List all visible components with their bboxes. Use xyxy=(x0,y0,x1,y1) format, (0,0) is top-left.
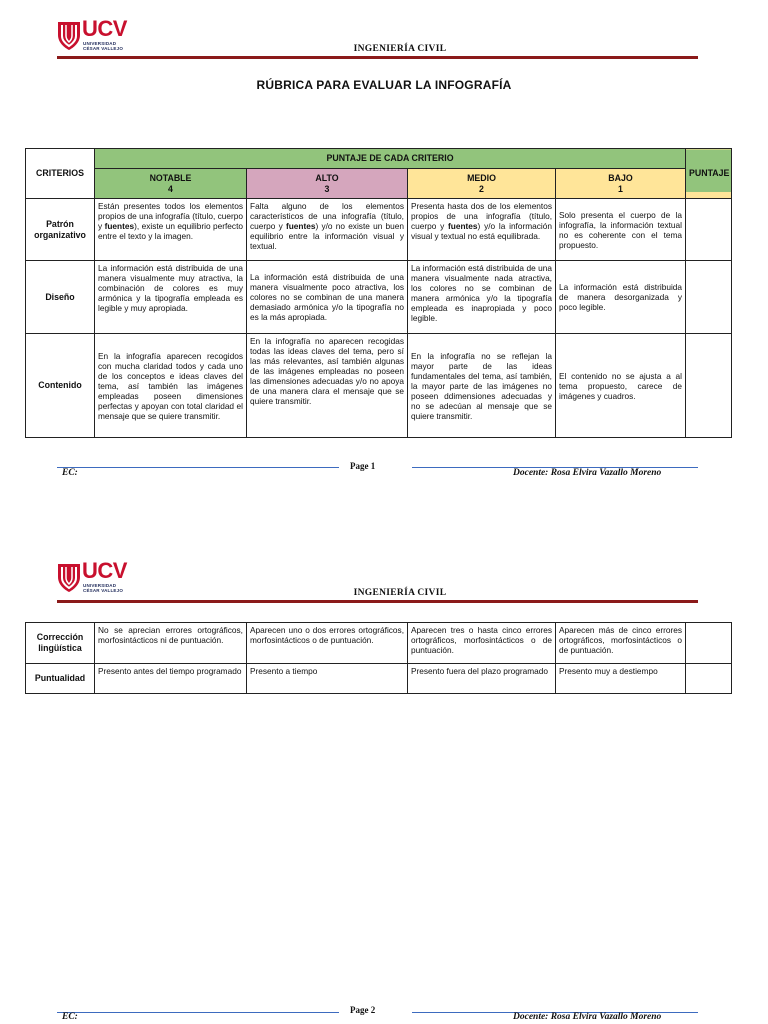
cell-bajo: Presento muy a destiempo xyxy=(556,664,686,694)
cell-bajo: La información está distribuida de manera desorganizada y poco legible. xyxy=(556,261,686,334)
department-title: INGENIERÍA CIVIL xyxy=(353,44,447,54)
logo-text: UCV xyxy=(82,16,127,41)
cell-puntaje[interactable] xyxy=(686,334,732,438)
cell-notable: Están presentes todos los elementos propios de una infografía (título, cuerpo y fuentes), existe un equilibrio perfecto entre el texto y la imagen. xyxy=(95,199,247,261)
criterion-label: Corrección lingüística xyxy=(26,623,95,664)
puntaje-cada-header: PUNTAJE DE CADA CRITERIO xyxy=(95,149,686,169)
logo-text: UCV xyxy=(82,558,127,583)
cell-notable: No se aprecian errores ortográficos, morfosintácticos ni de puntuación. xyxy=(95,623,247,664)
cell-bajo: Aparecen más de cinco errores ortográficos, morfosintácticos o de puntuación. xyxy=(556,623,686,664)
page-number: Page 1 xyxy=(350,461,376,471)
level-header-alto xyxy=(247,169,408,199)
cell-notable: Presento antes del tiempo programado xyxy=(95,664,247,694)
cell-puntaje[interactable] xyxy=(686,664,732,694)
table-row xyxy=(26,623,732,664)
cell-bajo: El contenido no se ajusta a al tema propuesto, carece de imágenes y cuadros. xyxy=(556,334,686,438)
cell-bajo: Solo presenta el cuerpo de la infografía, la información textual no es coherente con el tema propuesto. xyxy=(556,199,686,261)
table-row xyxy=(26,334,732,438)
level-score: 3 xyxy=(324,183,330,194)
header-rule xyxy=(57,600,698,603)
footer-docente: Docente: Rosa Elvira Vazallo Moreno xyxy=(513,1012,662,1022)
page-title: RÚBRICA PARA EVALUAR LA INFOGRAFÍA xyxy=(256,78,512,92)
footer-rule xyxy=(57,467,339,468)
criterios-header: CRITERIOS xyxy=(26,149,95,199)
ucv-shield-icon xyxy=(57,21,81,51)
page-number: Page 2 xyxy=(350,1005,376,1015)
footer-rule xyxy=(57,1012,339,1013)
level-header-notable xyxy=(95,169,247,199)
ucv-logo xyxy=(57,558,129,596)
logo-subtitle: CÉSAR VALLEJO xyxy=(83,46,124,51)
ucv-shield-icon xyxy=(57,563,81,593)
logo-subtitle: UNIVERSIDAD xyxy=(83,41,117,46)
cell-puntaje[interactable] xyxy=(686,199,732,261)
criterion-label: Contenido xyxy=(26,334,95,438)
cell-alto: Aparecen uno o dos errores ortográficos, morfosintácticos o de puntuación. xyxy=(247,623,408,664)
footer-ec: EC: xyxy=(62,1012,78,1022)
cell-alto: Falta alguno de los elementos característicos de una infografía (título, cuerpo y fuentes) y/o no existe un buen equilibrio entre la información visual y textual. xyxy=(247,199,408,261)
cell-puntaje[interactable] xyxy=(686,261,732,334)
cell-notable: La información está distribuida de una manera visualmente muy atractiva, la combinación de colores es muy armónica y la tipografía empleada es legible y muy apropiada. xyxy=(95,261,247,334)
cell-alto: Presento a tiempo xyxy=(247,664,408,694)
puntaje-header: PUNTAJE xyxy=(686,149,732,199)
header-rule xyxy=(57,56,698,59)
level-header-medio xyxy=(408,169,556,199)
cell-notable: En la infografía aparecen recogidos con mucha claridad todos y cada uno de los conceptos e ideas claves del tema, así también las imágenes empleadas poseen dimensiones perfectas y apoyan con total claridad el mensaje que se quiere transmitir. xyxy=(95,334,247,438)
logo-subtitle: UNIVERSIDAD xyxy=(83,583,117,588)
cell-medio: En la infografía no se reflejan la mayor parte de las ideas fundamentales del tema, así también, la mayor parte de las imágenes no poseen ddimensiones adecuadas y no se adecúan al mensaje que se quiere transmitir. xyxy=(408,334,556,438)
cell-medio: Presenta hasta dos de los elementos propios de una infografía (título, cuerpo y fuentes) y/o la información visual y textual no está equilibrada. xyxy=(408,199,556,261)
table-row xyxy=(26,664,732,694)
logo-subtitle: CÉSAR VALLEJO xyxy=(83,588,124,593)
level-score: 2 xyxy=(479,183,484,194)
cell-alto: En la infografía no aparecen recogidas todas las ideas claves del tema, pero sí las más relevantes, así también algunas de las imágenes empleadas no poseen las dimensiones adecuadas y/o no apoya de una manera clara el mensaje que se quiere transmitir. xyxy=(247,334,408,438)
level-name: ALTO xyxy=(315,172,339,183)
level-header-bajo xyxy=(556,169,686,199)
level-name: NOTABLE xyxy=(149,172,192,183)
rubric-table-continued xyxy=(25,622,732,694)
footer-ec: EC: xyxy=(62,468,78,478)
level-score: 4 xyxy=(168,183,173,194)
cell-medio: Presento fuera del plazo programado xyxy=(408,664,556,694)
department-title: INGENIERÍA CIVIL xyxy=(353,588,447,598)
criterion-label: Patrón organizativo xyxy=(26,199,95,261)
level-name: BAJO xyxy=(608,172,633,183)
cell-medio: La información está distribuida de una manera visualmente nada atractiva, los colores no se combinan de manera armónica y/o la tipografía empleada es inapropiada y poco legible. xyxy=(408,261,556,334)
cell-alto: La información está distribuida de una manera visualmente poco atractiva, los colores no se combinan de una manera demasiado armónica y/o la tipografía no es la más apropiada. xyxy=(247,261,408,334)
table-row xyxy=(26,199,732,261)
cell-medio: Aparecen tres o hasta cinco errores ortográficos, morfosintácticos o de puntuación. xyxy=(408,623,556,664)
footer-docente: Docente: Rosa Elvira Vazallo Moreno xyxy=(513,468,662,478)
rubric-table xyxy=(25,148,732,438)
table-row xyxy=(26,261,732,334)
criterion-label: Puntualidad xyxy=(26,664,95,694)
criterion-label: Diseño xyxy=(26,261,95,334)
cell-puntaje[interactable] xyxy=(686,623,732,664)
level-name: MEDIO xyxy=(467,172,496,183)
ucv-logo xyxy=(57,16,129,54)
level-score: 1 xyxy=(618,183,623,194)
